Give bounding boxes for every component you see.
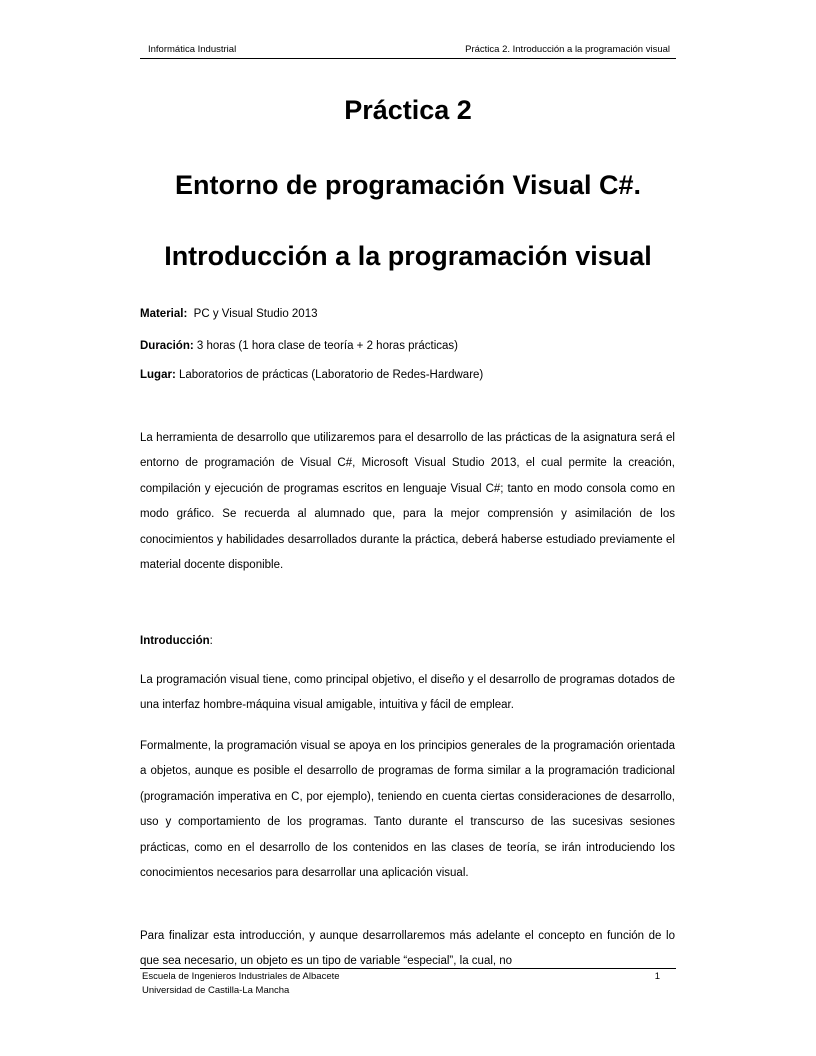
footer-page-number: 1 [654, 971, 660, 982]
material-line [140, 306, 680, 322]
paragraph-oop-basis: Formalmente, la programación visual se apoya en los principios generales de la programación orientada a objetos, aunque es posible el desarrollo de programas de forma similar a la programación tradicional (programación imperativa en C, por ejemplo), teniendo en cuenta ciertas consideraciones de desarrollo, uso y comportamiento de los programas. Tanto durante el transcurso de las sucesivas sesiones prácticas, como en el desarrollo de los contenidos en las clases de teoría, se irán introduciendo los conocimientos necesarios para desarrollar una aplicación visual. [140, 740, 675, 880]
duration-value: 3 horas (1 hora clase de teoría + 2 horas prácticas) [193, 340, 458, 352]
material-value: PC y Visual Studio 2013 [187, 308, 318, 320]
introduction-title: Introducción a la programación visual [164, 241, 652, 271]
page-footer [140, 968, 676, 996]
practice-number-title: Práctica 2 [344, 95, 472, 125]
section-heading-introduction [140, 633, 213, 649]
location-line [140, 367, 680, 383]
introduction-heading-colon: : [209, 635, 213, 647]
location-label: Lugar: [140, 369, 176, 381]
duration-line [140, 338, 680, 354]
footer-school: Escuela de Ingenieros Industriales de Albacete [142, 971, 340, 982]
footer-university: Universidad de Castilla-La Mancha [142, 985, 290, 996]
introduction-heading-text: Introducción [140, 635, 210, 647]
paragraph-tool-description: La herramienta de desarrollo que utilizaremos para el desarrollo de las prácticas de la asignatura será el entorno de programación de Visual C#, Microsoft Visual Studio 2013, el cual permite la creación, compilación y ejecución de programas escritos en lenguaje Visual C#; tanto en modo consola como en modo gráfico. Se recuerda al alumnado que, para la mejor comprensión y asimilación de los conocimientos y habilidades desarrollados durante la práctica, deberá haberse estudiado previamente el material docente disponible. [140, 432, 675, 572]
header-practice-title: Práctica 2. Introducción a la programación visual [465, 44, 670, 55]
material-label: Material: [140, 308, 188, 320]
duration-label: Duración: [140, 340, 194, 352]
location-value: Laboratorios de prácticas (Laboratorio de Redes-Hardware) [175, 369, 484, 381]
header-course: Informática Industrial [148, 44, 237, 55]
paragraph-object-definition: Para finalizar esta introducción, y aunque desarrollaremos más adelante el concepto en función de lo que sea necesario, un objeto es un tipo de variable “especial”, la cual, no [140, 930, 675, 966]
paragraph-visual-programming-goal: La programación visual tiene, como principal objetivo, el diseño y el desarrollo de programas dotados de una interfaz hombre-máquina visual amigable, intuitiva y fácil de emplear. [140, 674, 675, 712]
environment-title: Entorno de programación Visual C#. [174, 170, 642, 200]
page-header [140, 44, 676, 59]
